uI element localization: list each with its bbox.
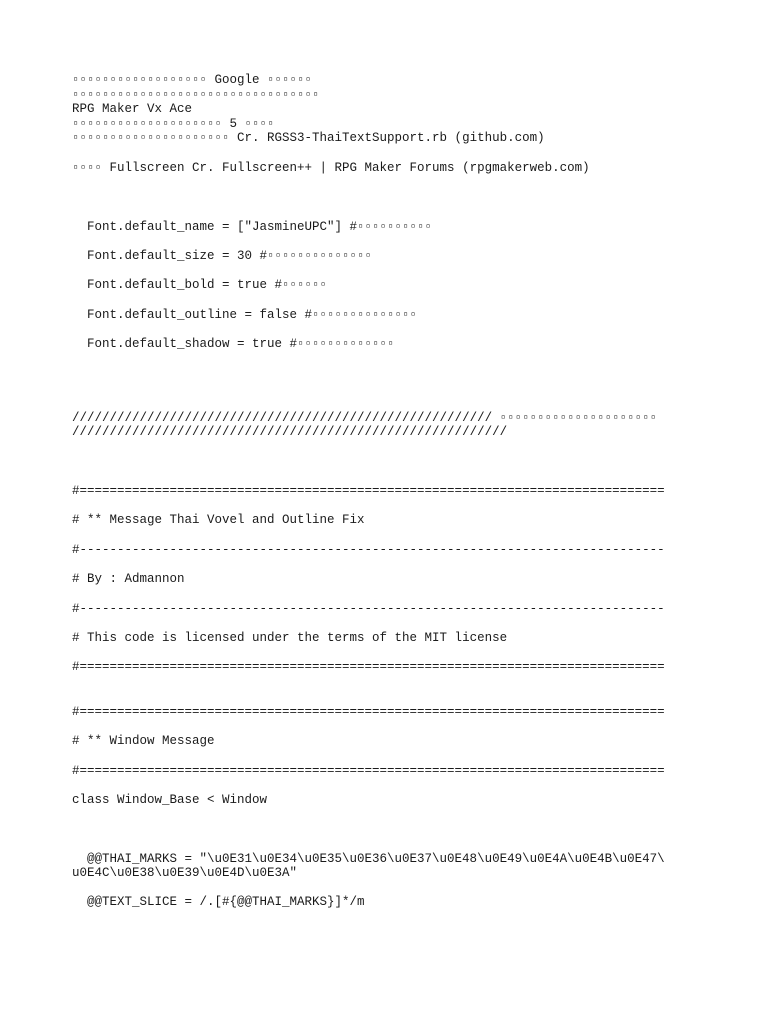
thai-marks-line-2: u0E4C\u0E38\u0E39\u0E4D\u0E3A": [72, 866, 298, 880]
slash-divider-1: //////////////////////////////////////////////////////// ▫▫▫▫▫▫▫▫▫▫▫▫▫▫▫▫▫▫▫▫▫: [72, 411, 658, 425]
text-slice-line: @@TEXT_SLICE = /.[#{@@THAI_MARKS}]*/m: [87, 895, 365, 909]
header-rule-top: #==============================================================================: [72, 484, 665, 498]
intro-line-3: RPG Maker Vx Ace: [72, 102, 193, 116]
font-default-bold: Font.default_bold = true #▫▫▫▫▫▫: [87, 278, 328, 292]
intro-line-1: ▫▫▫▫▫▫▫▫▫▫▫▫▫▫▫▫▫▫ Google ▫▫▫▫▫▫: [72, 73, 313, 87]
window-title: # ** Window Message: [72, 734, 215, 748]
header-rule-bottom: #==============================================================================: [72, 660, 665, 674]
font-default-shadow: Font.default_shadow = true #▫▫▫▫▫▫▫▫▫▫▫▫▫: [87, 337, 395, 351]
header-license: # This code is licensed under the terms of the MIT license: [72, 631, 508, 645]
intro-line-4: ▫▫▫▫▫▫▫▫▫▫▫▫▫▫▫▫▫▫▫▫ 5 ▫▫▫▫: [72, 117, 275, 131]
window-rule-top: #==============================================================================: [72, 705, 665, 719]
thai-marks-line-1: @@THAI_MARKS = "\u0E31\u0E34\u0E35\u0E36\u0E37\u0E48\u0E49\u0E4A\u0E4B\u0E47\: [87, 852, 665, 866]
intro-credit-thaitext: ▫▫▫▫▫▫▫▫▫▫▫▫▫▫▫▫▫▫▫▫▫ Cr. RGSS3-ThaiTextSupport.rb (github.com): [72, 131, 545, 145]
intro-line-2: ▫▫▫▫▫▫▫▫▫▫▫▫▫▫▫▫▫▫▫▫▫▫▫▫▫▫▫▫▫▫▫▫▫: [72, 88, 320, 102]
slash-divider-2: //////////////////////////////////////////////////////////: [72, 425, 508, 439]
font-default-size: Font.default_size = 30 #▫▫▫▫▫▫▫▫▫▫▫▫▫▫: [87, 249, 373, 263]
header-author: # By : Admannon: [72, 572, 185, 586]
font-default-name: Font.default_name = ["JasmineUPC"] #▫▫▫▫▫▫▫▫▫▫: [87, 220, 433, 234]
header-title: # ** Message Thai Vovel and Outline Fix: [72, 513, 365, 527]
class-declaration: class Window_Base < Window: [72, 793, 268, 807]
header-rule-dash-1: #------------------------------------------------------------------------------: [72, 543, 665, 557]
font-default-outline: Font.default_outline = false #▫▫▫▫▫▫▫▫▫▫▫▫▫▫: [87, 308, 418, 322]
header-rule-dash-2: #------------------------------------------------------------------------------: [72, 602, 665, 616]
window-rule-bottom: #==============================================================================: [72, 764, 665, 778]
intro-credit-fullscreen: ▫▫▫▫ Fullscreen Cr. Fullscreen++ | RPG Maker Forums (rpgmakerweb.com): [72, 161, 590, 175]
